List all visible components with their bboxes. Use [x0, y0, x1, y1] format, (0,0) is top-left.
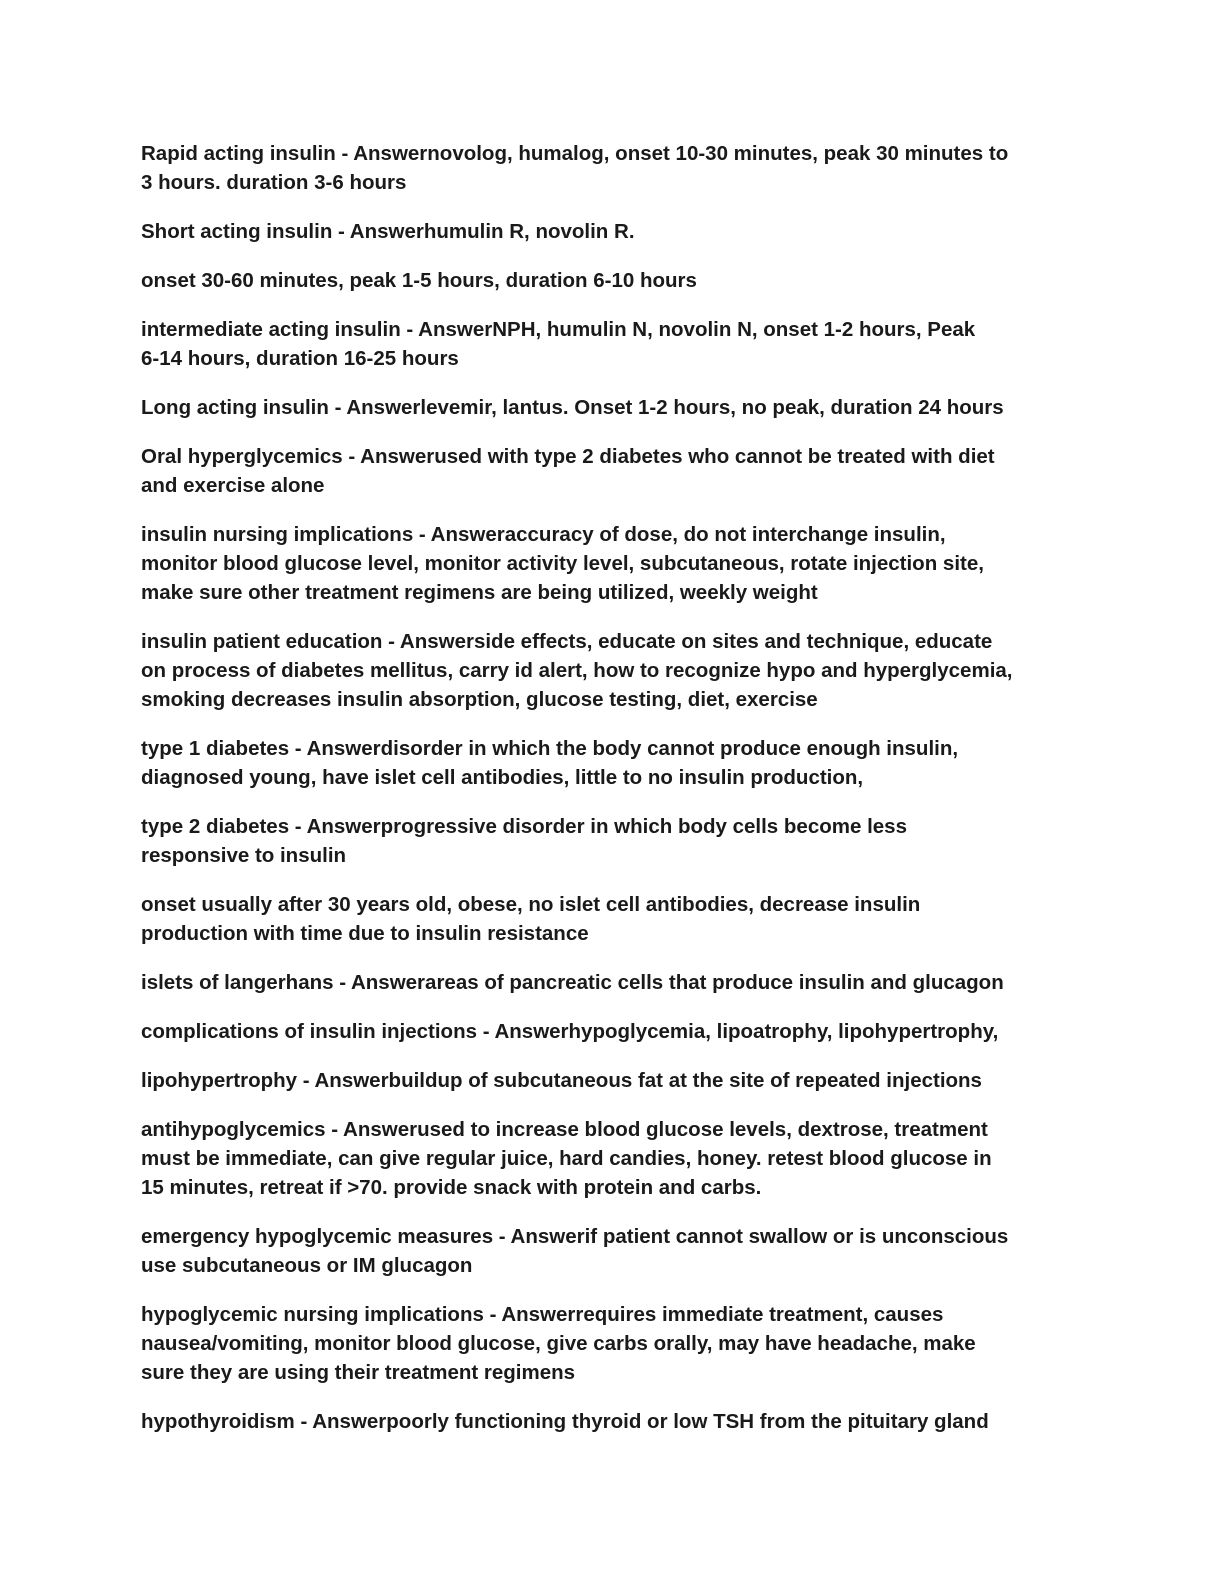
- entry-type-2-onset: onset usually after 30 years old, obese, no islet cell antibodies, decrease insulin production with time due to insulin resistance: [141, 893, 921, 945]
- entry-emergency-hypoglycemic-measures: emergency hypoglycemic measures - Answerif patient cannot swallow or is unconscious use subcutaneous or IM glucagon: [141, 1225, 1009, 1277]
- entry-hypothyroidism: hypothyroidism - Answerpoorly functioning thyroid or low TSH from the pituitary gland: [141, 1410, 989, 1433]
- entry-intermediate-acting-insulin: intermediate acting insulin - AnswerNPH, humulin N, novolin N, onset 1-2 hours, Peak 6-14 hours, duration 16-25 hours: [141, 318, 976, 370]
- entry-hypoglycemic-nursing-implications: hypoglycemic nursing implications - Answerrequires immediate treatment, causes nausea/vomiting, monitor blood glucose, give carbs orally, may have headache, make sure they are using their treatment regimens: [141, 1303, 976, 1384]
- entry-rapid-acting-insulin: Rapid acting insulin - Answernovolog, humalog, onset 10-30 minutes, peak 30 minutes to 3 hours. duration 3-6 hours: [141, 142, 1009, 194]
- entry-insulin-patient-education: insulin patient education - Answerside effects, educate on sites and technique, educate on process of diabetes mellitus, carry id alert, how to recognize hypo and hyperglycemia, smoking decreases insulin absorption, glucose testing, diet, exercise: [141, 630, 1013, 711]
- entry-complications-of-insulin-injections: complications of insulin injections - Answerhypoglycemia, lipoatrophy, lipohypertrophy,: [141, 1020, 999, 1043]
- entry-insulin-nursing-implications: insulin nursing implications - Answeraccuracy of dose, do not interchange insulin, monitor blood glucose level, monitor activity level, subcutaneous, rotate injection site, make sure other treatment regimens are being utilized, weekly weight: [141, 523, 984, 604]
- document-body: [141, 139, 1081, 1456]
- entry-oral-hyperglycemics: Oral hyperglycemics - Answerused with type 2 diabetes who cannot be treated with diet and exercise alone: [141, 445, 995, 497]
- entry-lipohypertrophy: lipohypertrophy - Answerbuildup of subcutaneous fat at the site of repeated injections: [141, 1069, 982, 1092]
- entry-short-acting-onset: onset 30-60 minutes, peak 1-5 hours, duration 6-10 hours: [141, 269, 697, 292]
- entry-islets-of-langerhans: islets of langerhans - Answerareas of pancreatic cells that produce insulin and glucagon: [141, 971, 1004, 994]
- entry-type-1-diabetes: type 1 diabetes - Answerdisorder in which the body cannot produce enough insulin, diagnosed young, have islet cell antibodies, little to no insulin production,: [141, 737, 959, 789]
- entry-short-acting-insulin: Short acting insulin - Answerhumulin R, novolin R.: [141, 220, 635, 243]
- entry-antihypoglycemics: antihypoglycemics - Answerused to increase blood glucose levels, dextrose, treatment must be immediate, can give regular juice, hard candies, honey. retest blood glucose in 15 minutes, retreat if >70. provide snack with protein and carbs.: [141, 1118, 992, 1199]
- entry-type-2-diabetes: type 2 diabetes - Answerprogressive disorder in which body cells become less responsive to insulin: [141, 815, 907, 867]
- entry-long-acting-insulin: Long acting insulin - Answerlevemir, lantus. Onset 1-2 hours, no peak, duration 24 hours: [141, 396, 1004, 419]
